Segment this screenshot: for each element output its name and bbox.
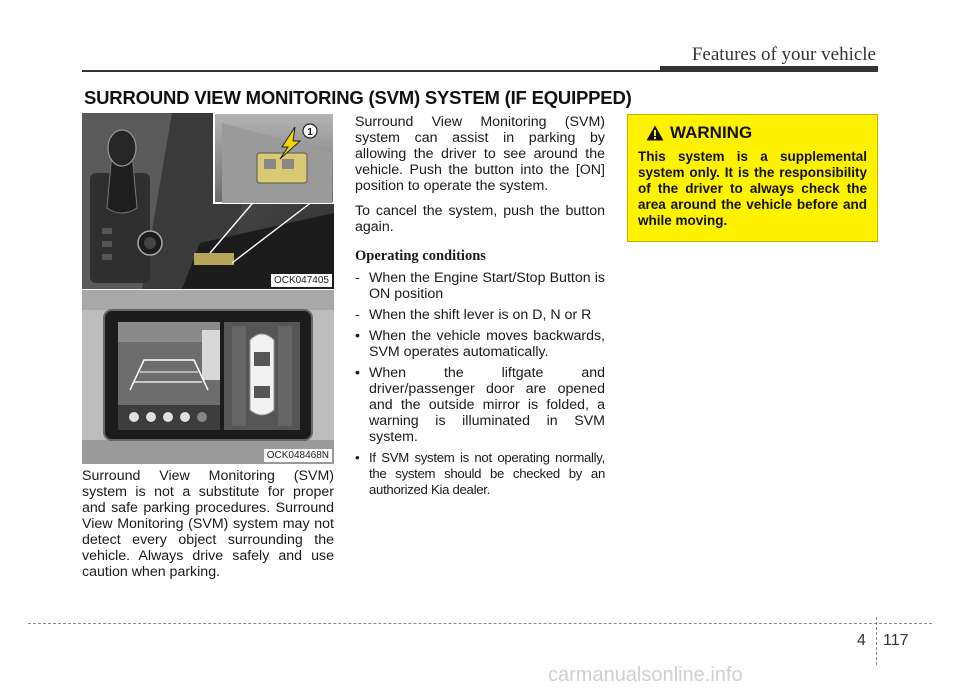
list-item: • When the vehicle moves backwards, SVM operates automatically. <box>355 328 605 360</box>
chapter-number: 4 <box>857 632 866 649</box>
svm-description <box>355 114 605 503</box>
warning-box <box>627 114 878 242</box>
list-item: - When the shift lever is on D, N or R <box>355 307 592 323</box>
watermark: carmanualsonline.info <box>548 664 743 686</box>
header-rule-accent <box>660 66 878 72</box>
console-photo <box>82 113 334 289</box>
intro-paragraph: Surround View Monitoring (SVM) system can assist in parking by allowing the driver to see around the vehicle. Push the button into the [ON] position to operate the system. <box>355 114 605 194</box>
warning-header <box>646 123 867 143</box>
warning-text: This system is a supplemental system only. It is the responsibility of the driver to always check the area around the vehicle before and while moving. <box>638 149 867 228</box>
cancel-paragraph: To cancel the system, push the button again. <box>355 203 605 235</box>
svm-display-photo <box>82 290 334 464</box>
console-illustration <box>82 113 334 289</box>
warning-title: WARNING <box>670 123 753 142</box>
warning-triangle-icon <box>646 125 664 141</box>
operating-conditions-heading: Operating conditions <box>355 248 486 264</box>
footer-divider <box>876 617 877 665</box>
list-item: • When the liftgate and driver/passenger door are opened and the outside mirror is folded, a warning is illuminated in SVM system. <box>355 365 605 445</box>
svm-display-illustration <box>82 290 334 464</box>
list-item: • If SVM system is not operating normally, the system should be checked by an authorized Kia dealer. <box>355 450 605 497</box>
section-title: SURROUND VIEW MONITORING (SVM) SYSTEM (IF EQUIPPED) <box>84 87 632 108</box>
operating-conditions-list <box>355 270 605 498</box>
callout-number: 1 <box>307 127 313 138</box>
page-number: 117 <box>883 632 909 649</box>
footer-rule <box>28 623 932 624</box>
figure-code: OCK048468N <box>264 449 332 462</box>
list-item: - When the Engine Start/Stop Button is ON position <box>355 270 605 302</box>
caution-paragraph: Surround View Monitoring (SVM) system is not a substitute for proper and safe parking procedures. Surround View Monitoring (SVM) system may not detect every object surrounding the vehicle. Always drive safely and use caution when parking. <box>82 468 334 580</box>
figure-code: OCK047405 <box>271 274 332 287</box>
running-header: Features of your vehicle <box>691 44 876 65</box>
